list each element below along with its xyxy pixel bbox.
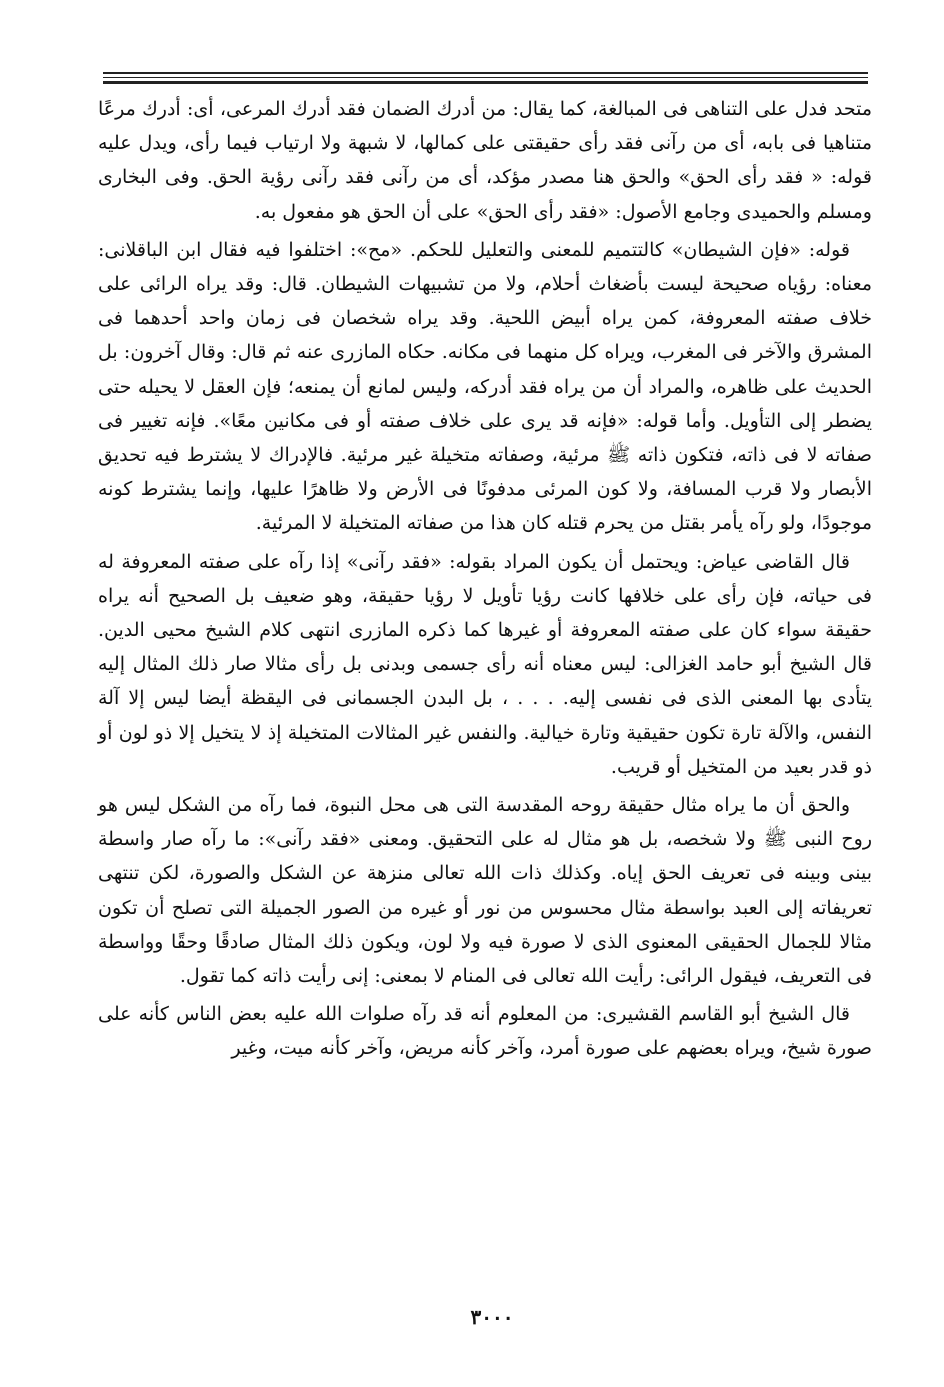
paragraph-1: متحد فدل على التناهى فى المبالغة، كما يقال: من أدرك الضمان فقد أدرك المرعى، أى: أدرك مرعًا متناهيا فى بابه، أى من رآنى فقد رأى حقيقتى على كمالها، لا شبهة ولا ارتياب فيما رأى، ويدل عليه قوله: « فقد رأى الحق» والحق هنا مصدر مؤكد، أى من رآنى فقد رآنى رؤية الحق. وفى البخارى ومسلم والحميدى وجامع الأصول: «فقد رأى الحق» على أن الحق هو مفعول به.	[98, 98, 872, 223]
header-rule-middle	[103, 77, 868, 78]
paragraph-3: قال القاضى عياض: ويحتمل أن يكون المراد بقوله: «فقد رآنى» إذا رآه على صفته المعروفة له فى حياته، فإن رأى على خلافها كانت رؤيا تأويل لا رؤيا حقيقة، وهو ضعيف بل الصحيح أنه يراه حقيقة سواء كان على صفته المعروفة أو غيرها كما ذكره المازرى انتهى كلام الشيخ محيى الدين. قال الشيخ أبو حامد الغزالى: ليس معناه أنه رأى جسمى وبدنى بل رأى مثالا صار ذلك المثال إليه يتأدى بها المعنى الذى فى نفسى إليه. . . . ، بل البدن الجسمانى فى اليقظة أيضا ليس إلا آلة النفس، والآلة تارة تكون حقيقية وتارة خيالية. والنفس غير المثالات المتخيلة إذ لا يتخيل إلا ذو لون أو ذو قدر بعيد من المتخيل أو قريب.	[98, 550, 872, 778]
paragraph-5: قال الشيخ أبو القاسم القشيرى: من المعلوم أنه قد رآه صلوات الله عليه بعض الناس كأنه على صورة شيخ، ويراه بعضهم على صورة أمرد، وآخر كأنه مريض، وآخر كأنه ميت، وغير	[98, 1003, 872, 1060]
body-text	[98, 92, 872, 1066]
paragraph-2: قوله: «فإن الشيطان» كالتتميم للمعنى والتعليل للحكم. «مح»: اختلفوا فيه فقال ابن الباقلانى: معناه: رؤياه صحيحة ليست بأضغاث أحلام، ولا من تشبيهات الشيطان. قال: وقد يراه الرائى على خلاف صفته المعروفة، كمن يراه أبيض اللحية. وقد يراه شخصان فى زمان واحد أحدهما فى المشرق والآخر فى المغرب، ويراه كل منهما فى مكانه. حكاه المازرى عنه ثم قال: وقال آخرون: بل الحديث على ظاهره، والمراد أن من يراه فقد أدركه، وليس لمانع أن يمنعه؛ فإن العقل لا يحيله حتى يضطر إلى التأويل. وأما قوله: «فإنه قد يرى على خلاف صفته أو فى مكانين معًا». فإنه تغيير فى صفاته لا فى ذاته، فتكون ذاته ﷺ مرئية، وصفاته متخيلة غير مرئية. فالإدراك لا يشترط فيه تحديق الأبصار ولا قرب المسافة، ولا كون المرئى مدفونًا فى الأرض ولا ظاهرًا عليها، وإنما يشترط كونه موجودًا، ولو رآه يأمر بقتل من يحرم قتله كان هذا من صفاته المتخيلة لا المرئية.	[98, 238, 872, 535]
header-rule-bottom	[103, 81, 868, 84]
paragraph-4: والحق أن ما يراه مثال حقيقة روحه المقدسة التى هى محل النبوة، فما رآه من الشكل ليس هو روح النبى ﷺ ولا شخصه، بل هو مثال له على التحقيق. ومعنى «فقد رآنى»: ما رآه صار واسطة بينى وبينه فى تعريف الحق إياه. وكذلك ذات الله تعالى منزهة عن الشكل والصورة، لكن تنتهى تعريفاته إلى العبد بواسطة مثال محسوس من نور أو غيره من الصور الجميلة التى تصلح أن تكون مثالا للجمال الحقيقى المعنوى الذى لا صورة فيه ولا لون، ويكون ذلك المثال صادقًا وحقًا وواسطة فى التعريف، فيقول الرائى: رأيت الله تعالى فى المنام لا بمعنى: إنى رأيت ذاته كما تقول.	[98, 794, 872, 988]
header-rule-top	[103, 72, 868, 74]
page-number: ٣٠٠٠	[470, 1305, 514, 1329]
